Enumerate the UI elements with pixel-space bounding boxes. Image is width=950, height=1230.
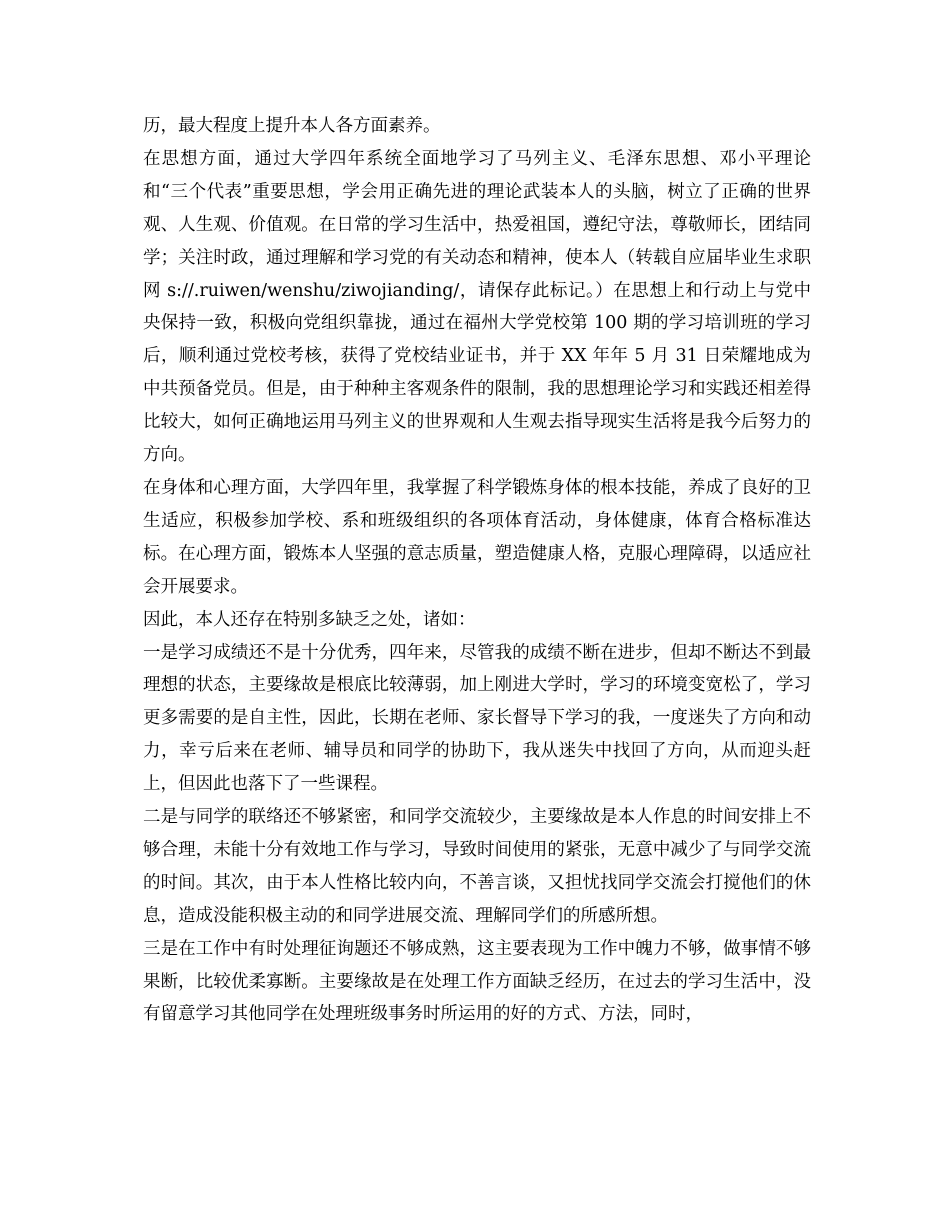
paragraph-3: 在身体和心理方面，大学四年里，我掌握了科学锻炼身体的根本技能，养成了良好的卫生适应，积极参加学校、系和班级组织的各项体育活动，身体健康，体育合格标准达标。在心理方面，锻炼本人坚强的意志质量，塑造健康人格，克服心理障碍，以适应社会开展要求。 bbox=[143, 477, 811, 597]
paragraph-7: 三是在工作中有时处理征询题还不够成熟，这主要表现为工作中魄力不够，做事情不够果断，比较优柔寡断。主要缘故是在处理工作方面缺乏经历，在过去的学习生活中，没有留意学习其他同学在处理班级事务时所运用的好的方式、方法，同时， bbox=[143, 938, 811, 1025]
paragraph-6: 二是与同学的联络还不够紧密，和同学交流较少，主要缘故是本人作息的时间安排上不够合理，未能十分有效地工作与学习，导致时间使用的紧张，无意中减少了与同学交流的时间。其次，由于本人性格比较内向，不善言谈，又担忧找同学交流会打搅他们的休息，造成没能积极主动的和同学进展交流、理解同学们的所感所想。 bbox=[143, 807, 811, 926]
paragraph-2: 在思想方面，通过大学四年系统全面地学习了马列主义、毛泽东思想、邓小平理论和“三个代表”重要思想，学会用正确先进的理论武装本人的头脑，树立了正确的世界观、人生观、价值观。在日常的学习生活中，热爱祖国，遵纪守法，尊敬师长，团结同学；关注时政，通过理解和学习党的有关动态和精神，使本人（转载自应届毕业生求职网 s://.ruiwen/wenshu/ziwojianding/，请保存此标记。）在思想上和行动上与党中央保持一致，积极向党组织靠拢，通过在福州大学党校第 100 期的学习培训班的学习后，顺利通过党校考核，获得了党校结业证书，并于 XX 年年 5 月 31 日荣耀地成为中共预备党员。但是，由于种种主客观条件的限制，我的思想理论学习和实践还相差得比较大，如何正确地运用马列主义的世界观和人生观去指导现实生活将是我今后努力的方向。 bbox=[143, 148, 811, 466]
paragraph-5: 一是学习成绩还不是十分优秀，四年来，尽管我的成绩不断在进步，但却不断达不到最理想的状态，主要缘故是根底比较薄弱，加上刚进大学时，学习的环境变宽松了，学习更多需要的是自主性，因此，长期在老师、家长督导下学习的我，一度迷失了方向和动力，幸亏后来在老师、辅导员和同学的协助下，我从迷失中找回了方向，从而迎头赶上，但因此也落下了一些课程。 bbox=[143, 642, 811, 795]
document-page bbox=[143, 110, 811, 1031]
paragraph-4: 因此，本人还存在特别多缺乏之处，诸如： bbox=[143, 609, 476, 630]
paragraph-1: 历，最大程度上提升本人各方面素养。 bbox=[143, 116, 441, 136]
